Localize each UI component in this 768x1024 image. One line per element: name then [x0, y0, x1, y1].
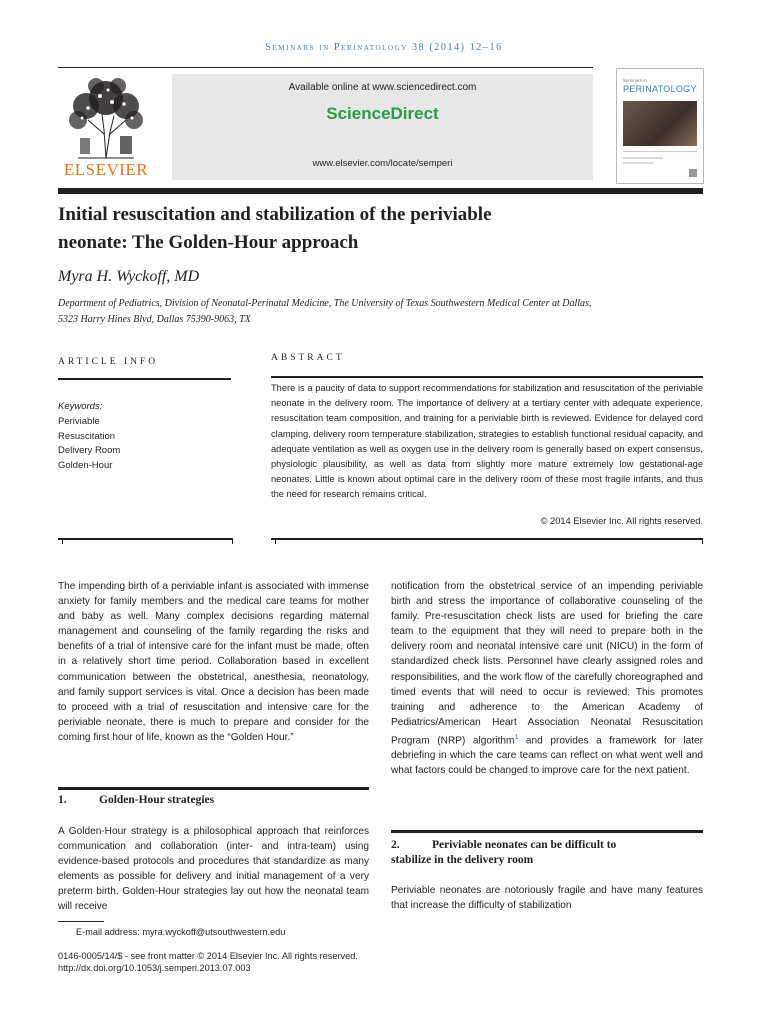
section-rule [391, 830, 703, 833]
available-online-text: Available online at www.sciencedirect.com [288, 82, 477, 93]
header-rule [58, 67, 593, 68]
journal-url[interactable]: www.elsevier.com/locate/semperi [312, 158, 453, 169]
cover-rule [623, 151, 697, 152]
abstract-copyright: © 2014 Elsevier Inc. All rights reserved. [540, 516, 703, 526]
journal-citation: Seminars in Perinatology 38 (2014) 12–16 [265, 42, 503, 53]
cover-image [623, 101, 697, 146]
article-info-rule [58, 378, 231, 380]
footnote-rule [58, 921, 104, 922]
paragraph-text: notification from the obstetrical service of an impending periviable birth and stress the importance of collaborative counseling of the family. Pre-resuscitation check lists are used for briefing the care team to the equipment that they will need to prepare both in the delivery room and neonatal intensive care unit (NICU) in the form of standardized check lists. Personnel have clearly assigned roles and responsibilities, and the work flow of the carefully choreographed and timed events that will need to occur is reviewed. This promotes training and adherence to the American Academy of Pediatrics/American Heart Association Neonatal Resuscitation Program (NRP) algorithm [391, 581, 703, 747]
section-number: 2. [391, 839, 400, 851]
abstract-bottom-rule [271, 538, 703, 540]
cover-title: PERINATOLOGY [623, 84, 697, 94]
cover-text-line [623, 162, 653, 164]
sciencedirect-wordmark: ScienceDirect [326, 104, 439, 123]
cover-text-line [623, 157, 663, 159]
section1-paragraph: A Golden-Hour strategy is a philosophical approach that reinforces communication and collaboration (inter- and intra-team) using evidence-based protocols and procedures that standardize as many elements as possible for delivery and initial management of a very preterm birth. Golden-Hour strategies lay out how the neonatal team will receive [58, 826, 369, 913]
keyword-item[interactable]: Delivery Room [58, 445, 121, 456]
keyword-item[interactable]: Golden-Hour [58, 460, 113, 471]
front-matter-notice: 0146-0005/14/$ - see front matter © 2014 Elsevier Inc. All rights reserved. [58, 951, 358, 961]
elsevier-tree-icon [58, 74, 154, 160]
journal-cover[interactable] [616, 68, 704, 184]
author-name: Myra H. Wyckoff, MD [58, 268, 200, 285]
section-number: 1. [58, 794, 67, 806]
cover-logo-icon [689, 169, 697, 177]
doi-link[interactable]: http://dx.doi.org/10.1053/j.semperi.2013.07.003 [58, 963, 251, 973]
cover-small-text: Seminars in [623, 78, 647, 83]
author-email[interactable]: E-mail address: myra.wyckoff@utsouthwestern.edu [76, 927, 286, 937]
elsevier-wordmark: ELSEVIER [63, 160, 149, 179]
abstract-rule [271, 376, 703, 378]
article-title [58, 201, 703, 257]
section-title: stabilize in the delivery room [391, 854, 534, 866]
article-title-line: Initial resuscitation and stabilization of the periviable [58, 204, 492, 225]
abstract-text: There is a paucity of data to support recommendations for stabilization and resuscitation of the periviable neonate in the delivery room. The importance of delivery at a tertiary center with adequate experience, resuscitation team composition, and training for a periviable birth is reviewed. Evidence for delayed cord clamping, delivery room temperature stabilization, strategies to establish functional residual capacity, and adequate ventilation as well as oxygen use in the delivery room is generally based on expert consensus, physiologic plausibility, as well as data from slightly more mature extremely low gestational-age neonates. Little is known about optimal care in the delivery room of these most fragile infants, and thus the need for research remains critical. [271, 383, 703, 500]
section2-paragraph: Periviable neonates are notoriously fragile and have many features that increase the difficulty of stabilization [391, 885, 703, 912]
article-info-bottom-rule [58, 538, 233, 540]
rule-tick [232, 539, 233, 544]
affiliation-line: 5323 Harry Hines Blvd, Dallas 75390-9063, TX [58, 314, 251, 325]
keywords-label: Keywords: [58, 401, 103, 412]
section-rule [58, 787, 369, 790]
article-title-line: neonate: The Golden-Hour approach [58, 232, 359, 253]
reference-link[interactable]: 1 [514, 733, 519, 741]
keyword-item[interactable]: Periviable [58, 416, 100, 427]
author-affiliation [58, 296, 703, 328]
section-title: Periviable neonates can be difficult to [432, 839, 617, 851]
article-info-heading: ARTICLE INFO [58, 357, 159, 367]
intro-paragraph: The impending birth of a periviable infant is associated with immense anxiety for family members and the medical care teams for mother and baby as well. Many complex decisions regarding maternal management and counseling of the family regarding the risks and benefits of a trial of intensive care for the infant must be made, often in a relatively short time period. Collaboration based in excellent communication between the obstetrical, anesthesia, neonatology, and family support services is vital. Once a decision has been made to proceed with a trial of resuscitation and intensive care for the periviable neonate, there is much to prepare and consider for the coming first hour of life, known as the “Golden Hour.” [58, 581, 369, 743]
section-title: Golden-Hour strategies [99, 794, 215, 806]
affiliation-line: Department of Pediatrics, Division of Neonatal-Perinatal Medicine, The University of Texas Southwestern Medical Center at Dallas, [58, 298, 592, 309]
rule-tick [702, 539, 703, 544]
paragraph-text: and provides a framework for later debriefing in which the care teams can reflect on what went well and what factors could be changed to improve care for the next patient. [391, 735, 703, 777]
elsevier-logo[interactable] [58, 74, 154, 180]
abstract-heading: ABSTRACT [271, 353, 345, 363]
right-column-paragraph [391, 579, 703, 779]
header-thick-rule [58, 188, 703, 194]
rule-tick [275, 539, 276, 544]
keyword-item[interactable]: Resuscitation [58, 431, 116, 442]
rule-tick [62, 539, 63, 544]
sciencedirect-banner[interactable] [172, 74, 593, 180]
